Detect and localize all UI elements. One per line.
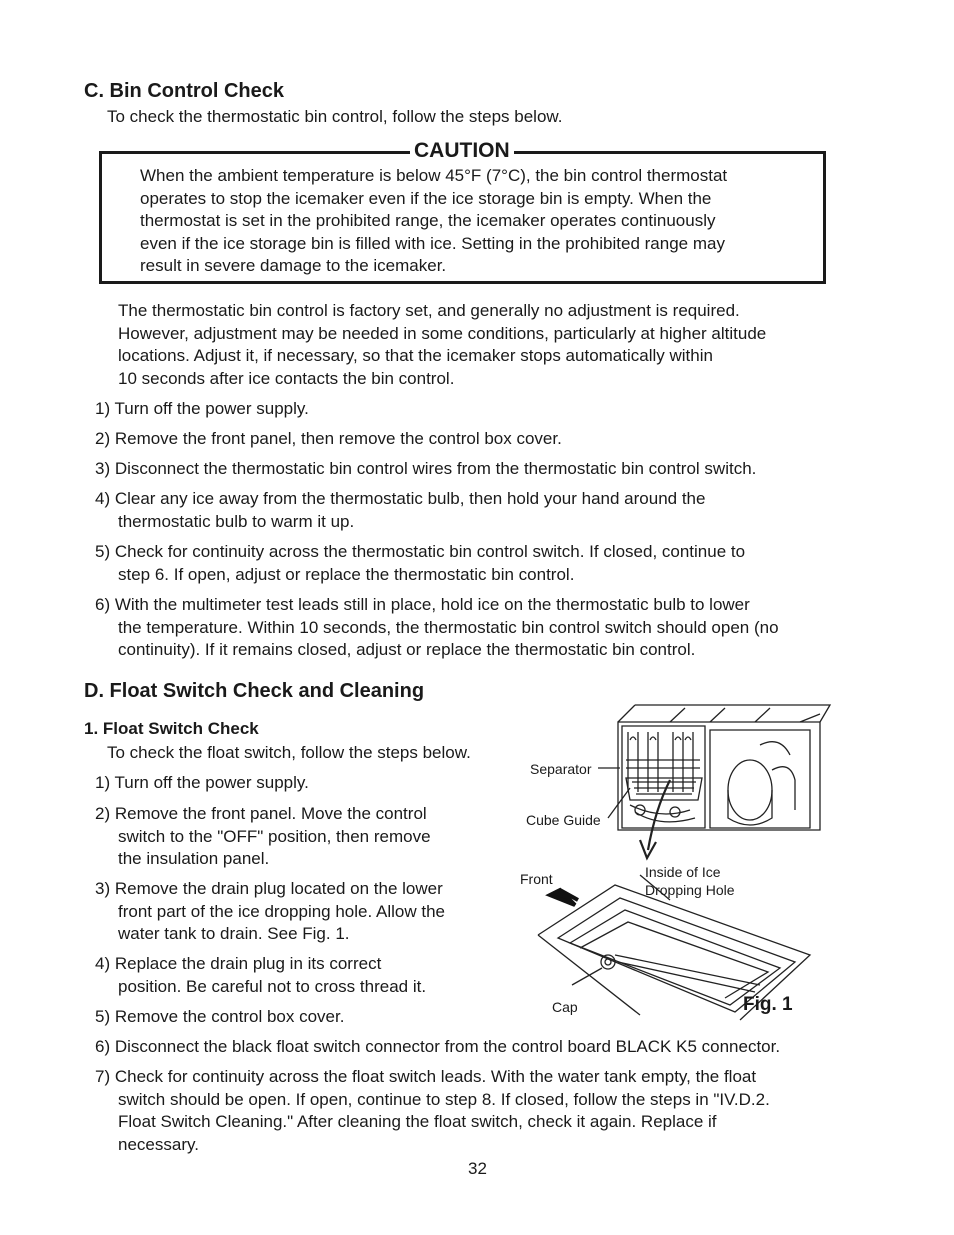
d-step-3	[95, 878, 445, 946]
caution-title: CAUTION	[410, 139, 514, 163]
section-d-title: D. Float Switch Check and Cleaning	[84, 680, 425, 702]
caution-text	[140, 165, 727, 278]
step-line: 4) Replace the drain plug in its correct	[95, 954, 382, 973]
paragraph-line: The thermostatic bin control is factory set, and generally no adjustment is required.	[118, 301, 740, 320]
section-d-intro: To check the float switch, follow the steps below.	[107, 743, 471, 762]
label-separator: Separator	[530, 761, 592, 777]
label-inside-line: Dropping Hole	[645, 882, 735, 898]
section-d-subtitle: 1. Float Switch Check	[84, 719, 259, 738]
paragraph-line: locations. Adjust it, if necessary, so that the icemaker stops automatically within	[118, 346, 713, 365]
c-step-6	[95, 594, 779, 662]
d-step-7	[95, 1066, 770, 1156]
step-line: 3) Remove the drain plug located on the lower	[95, 879, 443, 898]
d-step-5	[95, 1006, 344, 1029]
label-cube-guide: Cube Guide	[526, 812, 601, 828]
d-step-6	[95, 1036, 780, 1059]
section-c-paragraph	[118, 300, 766, 390]
step-line: Float Switch Cleaning." After cleaning the float switch, check it again. Replace if	[118, 1112, 717, 1131]
label-front: Front	[520, 871, 553, 887]
c-step-3	[95, 458, 756, 481]
step-line: 2) Remove the front panel. Move the control	[95, 804, 427, 823]
paragraph-line: However, adjustment may be needed in some conditions, particularly at higher altitude	[118, 323, 767, 343]
step-line: front part of the ice dropping hole. Allow the	[118, 901, 445, 921]
step-line: water tank to drain. See Fig. 1.	[118, 924, 350, 943]
figure-title: Fig. 1	[743, 994, 793, 1015]
step-line: 4) Clear any ice away from the thermostatic bulb, then hold your hand around the	[95, 489, 706, 508]
step-line: necessary.	[118, 1134, 199, 1154]
section-c-title: C. Bin Control Check	[84, 80, 285, 102]
step-line: 3) Disconnect the thermostatic bin control wires from the thermostatic bin control switch.	[95, 459, 757, 478]
step-line: switch should be open. If open, continue to step 8. If closed, follow the steps in "IV.D.2.	[118, 1089, 770, 1109]
section-c-intro: To check the thermostatic bin control, follow the steps below.	[107, 107, 563, 126]
c-step-5	[95, 541, 745, 586]
step-line: 1) Turn off the power supply.	[95, 399, 309, 418]
step-line: 6) Disconnect the black float switch connector from the control board BLACK K5 connector.	[95, 1037, 781, 1056]
d-step-4	[95, 953, 426, 998]
step-line: 1) Turn off the power supply.	[95, 773, 309, 792]
caution-line: When the ambient temperature is below 45°F (7°C), the bin control thermostat	[140, 166, 728, 185]
label-inside-line: Inside of Ice	[645, 864, 721, 880]
label-cap: Cap	[552, 999, 578, 1015]
step-line: step 6. If open, adjust or replace the thermostatic bin control.	[118, 564, 575, 584]
step-line: 5) Check for continuity across the thermostatic bin control switch. If closed, continue to	[95, 542, 746, 561]
page-number: 32	[468, 1159, 487, 1178]
caution-line: result in severe damage to the icemaker.	[140, 256, 447, 275]
step-line: position. Be careful not to cross thread it.	[118, 976, 427, 996]
paragraph-line: 10 seconds after ice contacts the bin control.	[118, 368, 455, 388]
step-line: 2) Remove the front panel, then remove the control box cover.	[95, 429, 562, 448]
c-step-2	[95, 428, 562, 451]
step-line: 6) With the multimeter test leads still in place, hold ice on the thermostatic bulb to lower	[95, 595, 750, 614]
d-step-2	[95, 803, 431, 871]
step-line: the insulation panel.	[118, 849, 270, 868]
step-line: 7) Check for continuity across the float switch leads. With the water tank empty, the float	[95, 1067, 757, 1086]
step-line: thermostatic bulb to warm it up.	[118, 511, 355, 531]
c-step-4	[95, 488, 705, 533]
step-line: continuity). If it remains closed, adjust or replace the thermostatic bin control.	[118, 640, 696, 659]
d-step-1	[95, 772, 309, 795]
step-line: switch to the "OFF" position, then remove	[118, 826, 431, 846]
caution-line: operates to stop the icemaker even if the ice storage bin is empty. When the	[140, 188, 712, 208]
caution-line: thermostat is set in the prohibited range, the icemaker operates continuously	[140, 211, 716, 230]
c-step-1	[95, 398, 309, 421]
label-inside	[645, 863, 735, 899]
caution-line: even if the ice storage bin is filled with ice. Setting in the prohibited range may	[140, 233, 725, 253]
step-line: the temperature. Within 10 seconds, the thermostatic bin control switch should open (no	[118, 617, 779, 637]
step-line: 5) Remove the control box cover.	[95, 1007, 345, 1026]
